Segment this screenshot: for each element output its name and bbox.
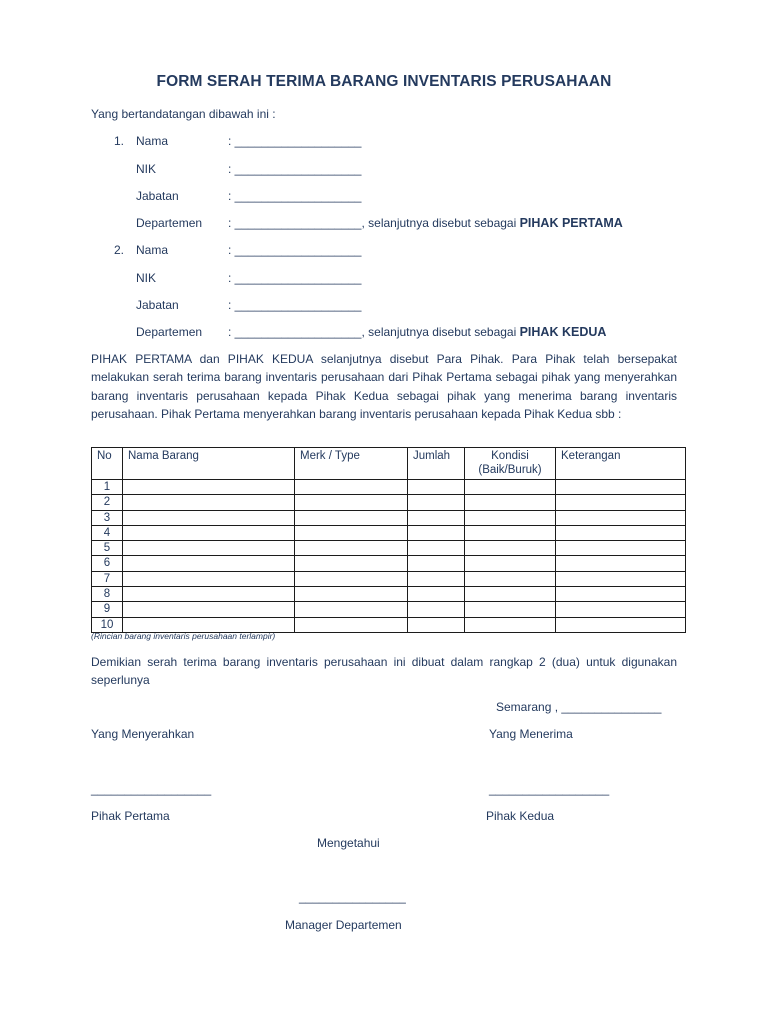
cell-kondisi (465, 587, 556, 602)
cell-nama-barang (123, 525, 295, 540)
witness-line: ________________ (299, 890, 406, 904)
cell-merk-type (295, 480, 408, 495)
cell-jumlah (408, 541, 465, 556)
cell-no: 5 (92, 541, 123, 556)
party1-label-departemen: Departemen (136, 216, 203, 230)
cell-no: 4 (92, 525, 123, 540)
place-date: Semarang , _______________ (496, 700, 662, 714)
cell-jumlah (408, 587, 465, 602)
cell-jumlah (408, 617, 465, 632)
cell-keterangan (556, 480, 686, 495)
cell-kondisi (465, 495, 556, 510)
cell-kondisi (465, 541, 556, 556)
cell-jumlah (408, 510, 465, 525)
cell-merk-type (295, 571, 408, 586)
cell-keterangan (556, 556, 686, 571)
party1-number: 1. (114, 134, 125, 148)
party1-blank-jabatan: : ___________________ (228, 189, 362, 203)
header-nama-barang: Nama Barang (123, 448, 295, 480)
header-jumlah: Jumlah (408, 448, 465, 480)
cell-kondisi (465, 525, 556, 540)
table-row (92, 541, 686, 556)
cell-nama-barang (123, 602, 295, 617)
intro-text: Yang bertandatangan dibawah ini : (91, 107, 276, 121)
cell-kondisi (465, 617, 556, 632)
cell-merk-type (295, 587, 408, 602)
sign-right-name: Pihak Kedua (486, 809, 555, 823)
cell-kondisi (465, 571, 556, 586)
party1-blank-nama: : ___________________ (228, 134, 362, 148)
inventory-table (91, 447, 686, 633)
cell-merk-type (295, 510, 408, 525)
cell-keterangan (556, 495, 686, 510)
table-row (92, 510, 686, 525)
cell-merk-type (295, 495, 408, 510)
party2-blank-nama: : ___________________ (228, 243, 362, 257)
party2-number: 2. (114, 243, 125, 257)
header-kondisi-line2: (Baik/Buruk) (478, 464, 542, 476)
cell-merk-type (295, 541, 408, 556)
party1-blank-departemen: : ___________________ (228, 216, 362, 230)
witness-label: Mengetahui (317, 836, 380, 850)
table-note: (Rincian barang inventaris perusahaan terlampir) (91, 631, 276, 641)
party1-blank-nik: : ___________________ (228, 162, 362, 176)
cell-jumlah (408, 556, 465, 571)
table-header-row (92, 448, 686, 480)
party2-blank-departemen: : ___________________ (228, 325, 362, 339)
cell-no: 2 (92, 495, 123, 510)
cell-kondisi (465, 510, 556, 525)
header-merk-type: Merk / Type (295, 448, 408, 480)
table-row (92, 571, 686, 586)
cell-nama-barang (123, 587, 295, 602)
header-kondisi-line1: Kondisi (491, 450, 529, 462)
cell-keterangan (556, 541, 686, 556)
party1-label-nama: Nama (136, 134, 169, 148)
cell-jumlah (408, 480, 465, 495)
cell-no: 3 (92, 510, 123, 525)
sign-right-line: __________________ (489, 782, 610, 796)
cell-no: 9 (92, 602, 123, 617)
cell-nama-barang (123, 480, 295, 495)
cell-no: 1 (92, 480, 123, 495)
cell-nama-barang (123, 556, 295, 571)
cell-keterangan (556, 525, 686, 540)
header-kondisi (465, 448, 556, 480)
cell-keterangan (556, 602, 686, 617)
sign-left-label: Yang Menyerahkan (91, 727, 195, 741)
party2-label-nik: NIK (136, 271, 157, 285)
cell-no: 6 (92, 556, 123, 571)
table-row (92, 480, 686, 495)
cell-keterangan (556, 571, 686, 586)
party2-label-departemen: Departemen (136, 325, 203, 339)
cell-no: 10 (92, 617, 123, 632)
cell-keterangan (556, 587, 686, 602)
cell-merk-type (295, 525, 408, 540)
table-row (92, 525, 686, 540)
table-row (92, 495, 686, 510)
cell-keterangan (556, 510, 686, 525)
cell-nama-barang (123, 541, 295, 556)
cell-nama-barang (123, 510, 295, 525)
table-row (92, 587, 686, 602)
cell-jumlah (408, 602, 465, 617)
cell-kondisi (465, 556, 556, 571)
cell-nama-barang (123, 571, 295, 586)
header-keterangan: Keterangan (556, 448, 686, 480)
party1-label-nik: NIK (136, 162, 157, 176)
form-title: FORM SERAH TERIMA BARANG INVENTARIS PERUSAHAAN (156, 73, 612, 90)
cell-jumlah (408, 495, 465, 510)
party1-label-jabatan: Jabatan (136, 189, 179, 203)
cell-no: 7 (92, 571, 123, 586)
party2-role: PIHAK KEDUA (519, 325, 607, 339)
sign-right-label: Yang Menerima (489, 727, 573, 741)
table-row (92, 602, 686, 617)
cell-nama-barang (123, 495, 295, 510)
cell-jumlah (408, 571, 465, 586)
closing-paragraph: Demikian serah terima barang inventaris perusahaan ini dibuat dalam rangkap 2 (dua) untuk digunakan seperlunya (91, 655, 677, 688)
party2-label-nama: Nama (136, 243, 169, 257)
sign-left-name: Pihak Pertama (91, 809, 170, 823)
cell-merk-type (295, 556, 408, 571)
cell-kondisi (465, 602, 556, 617)
cell-no: 8 (92, 587, 123, 602)
party2-blank-nik: : ___________________ (228, 271, 362, 285)
table-row (92, 556, 686, 571)
agreement-paragraph: PIHAK PERTAMA dan PIHAK KEDUA selanjutnya disebut Para Pihak. Para Pihak telah bersepakat melakukan serah terima barang inventaris perusahaan dari Pihak Pertama sebagai pihak yang menyerahkan barang inventaris perusahaan kepada Pihak Kedua sebagai pihak yang menerima barang inventaris perusahaan. Pihak Pertama menyerahkan barang inventaris perusahaan kepada Pihak Kedua sbb : (91, 352, 677, 421)
party1-departemen-line (228, 216, 623, 230)
party1-suffix: , selanjutnya disebut sebagai (361, 216, 520, 230)
party2-label-jabatan: Jabatan (136, 298, 179, 312)
cell-merk-type (295, 617, 408, 632)
party2-blank-jabatan: : ___________________ (228, 298, 362, 312)
cell-jumlah (408, 525, 465, 540)
sign-left-line: __________________ (91, 782, 212, 796)
witness-name: Manager Departemen (285, 918, 402, 932)
header-no: No (92, 448, 123, 480)
cell-kondisi (465, 480, 556, 495)
party1-role: PIHAK PERTAMA (519, 216, 623, 230)
cell-keterangan (556, 617, 686, 632)
party2-suffix: , selanjutnya disebut sebagai (361, 325, 520, 339)
cell-merk-type (295, 602, 408, 617)
party2-departemen-line (228, 325, 606, 339)
